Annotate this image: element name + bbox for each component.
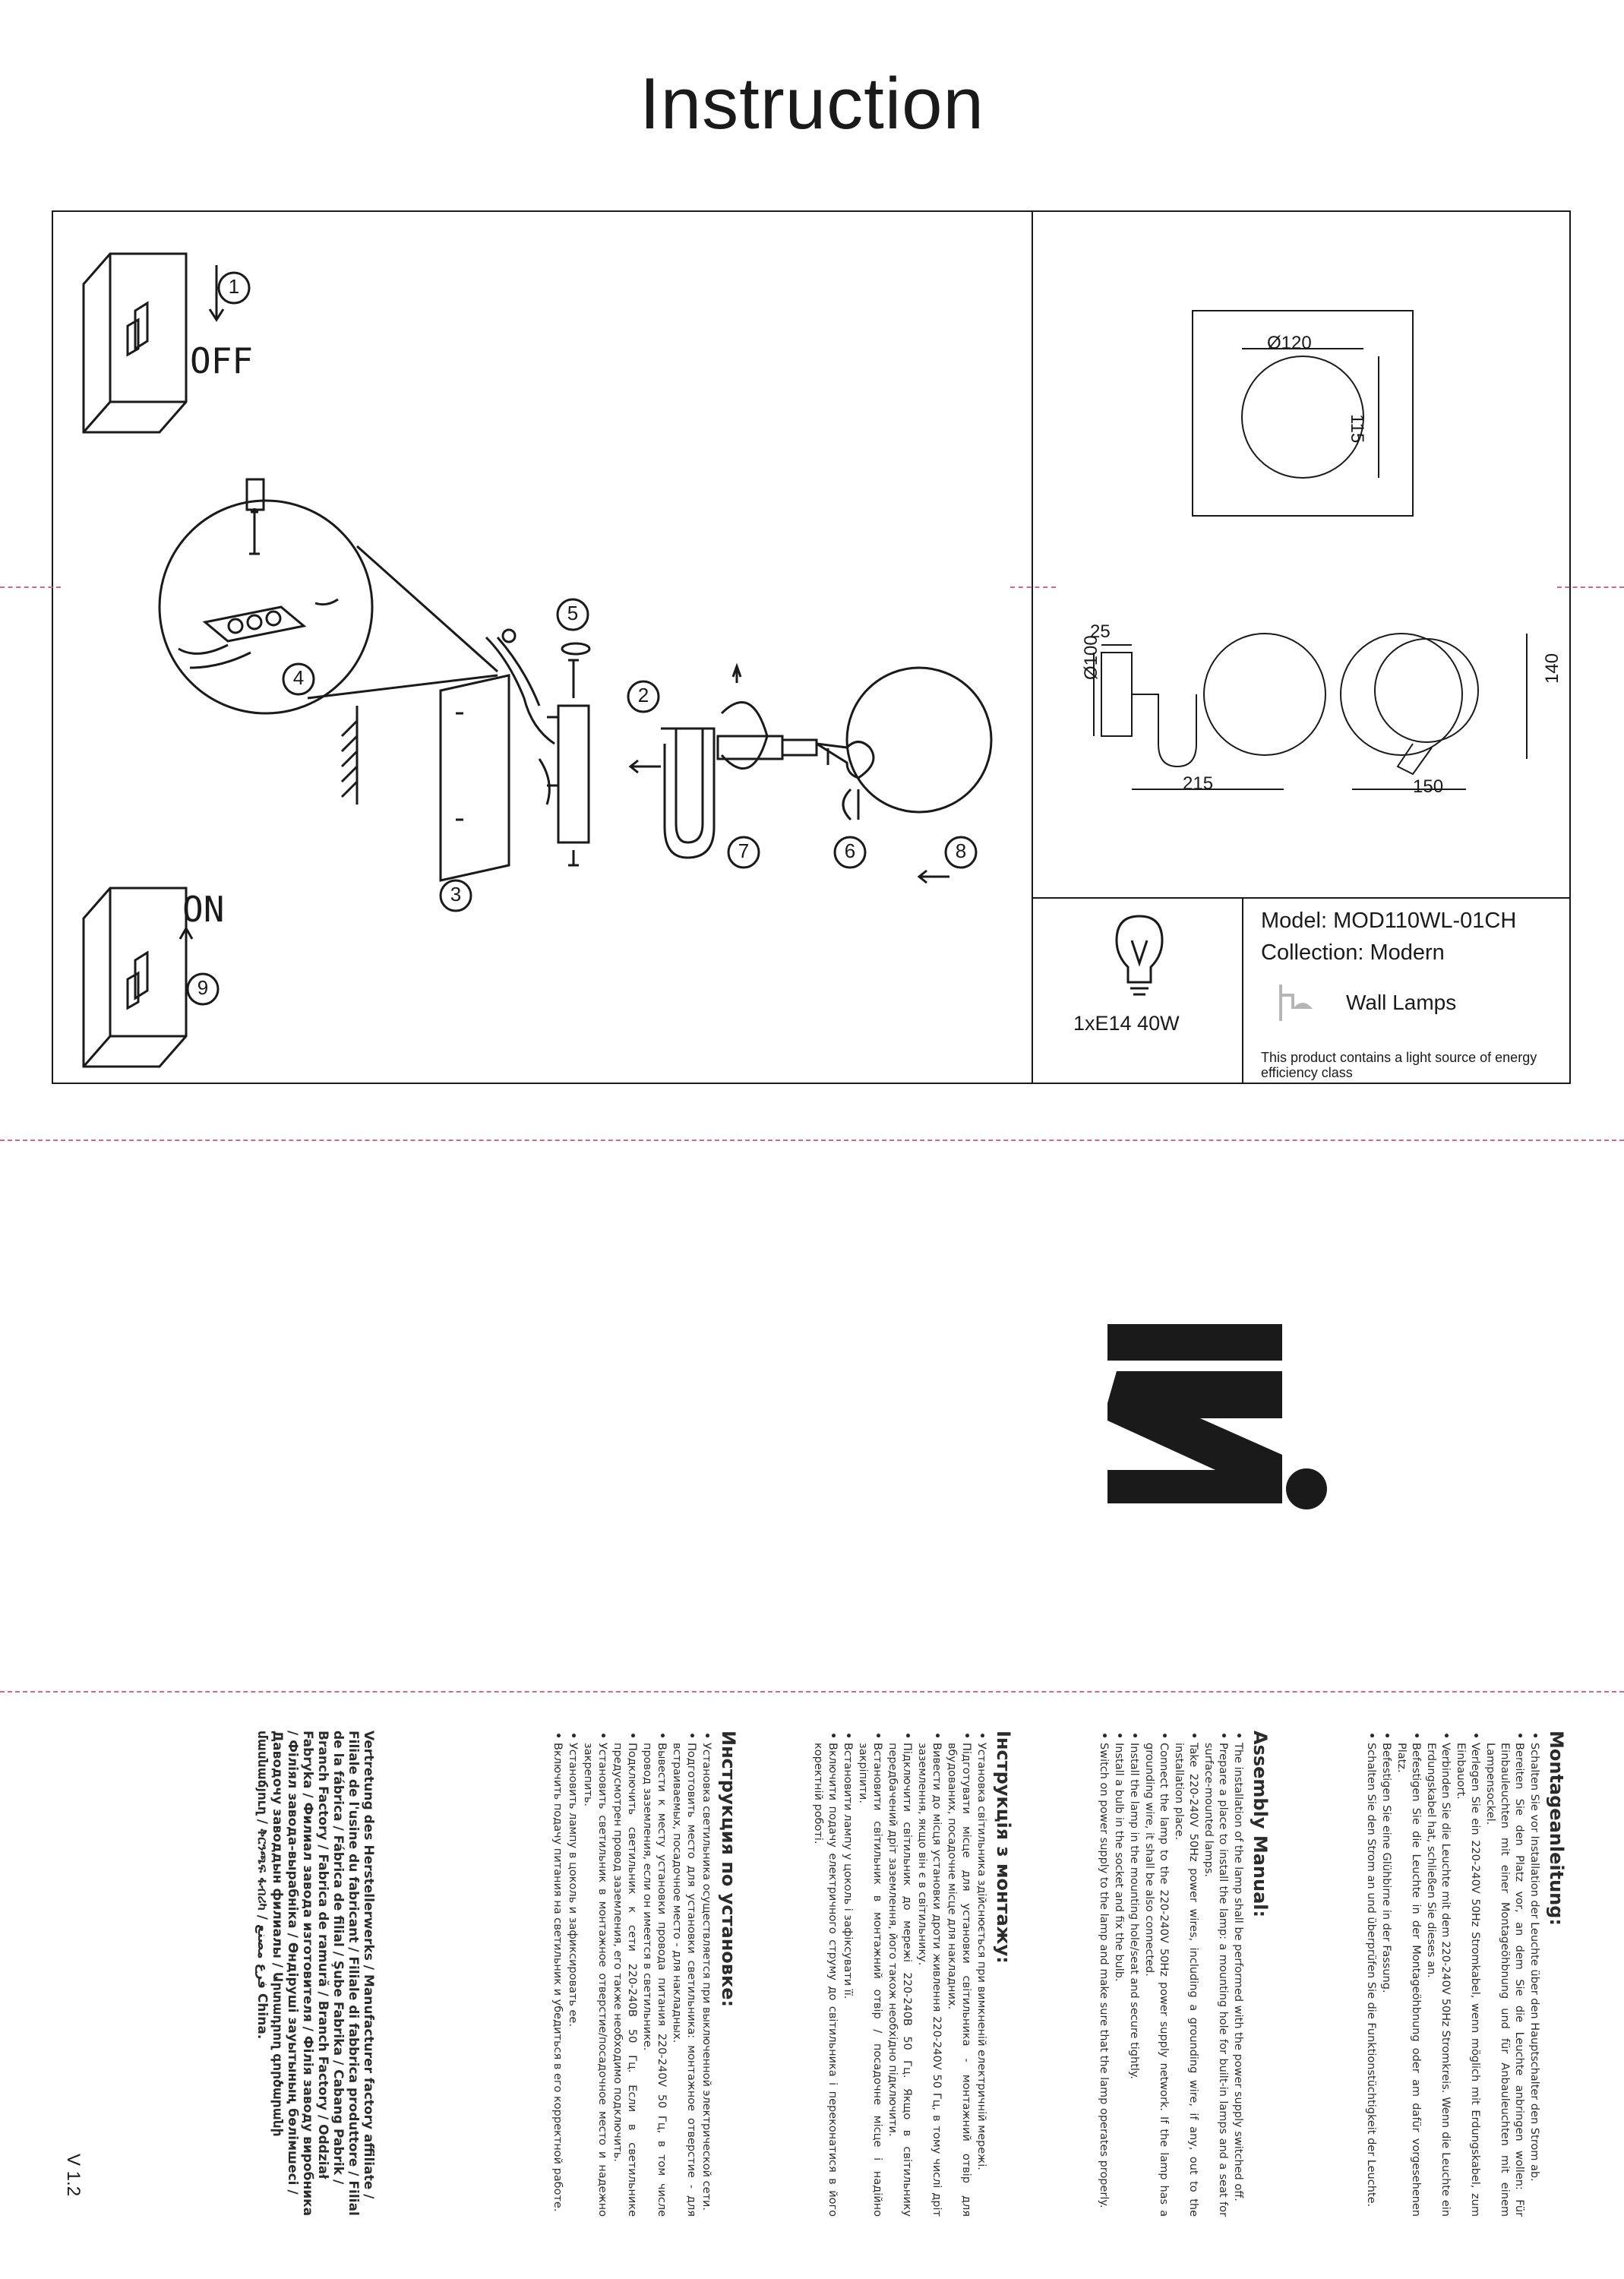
step-3: 3 [450,883,462,906]
bulb-spec: 1xE14 40W [1073,1012,1180,1035]
dimension-total-height: 140 [1542,653,1562,684]
list-item: • Встановити світильник в монтажний отвір / посадочне місце і надійно закріпити. [855,1743,884,2217]
page-title: Instruction [640,63,984,144]
switch-off-label: OFF [190,340,254,381]
list-item: • Подготовить место для установки светильника: монтажное отверстие - для встраиваемых, посадочное место - для накладных. [669,1743,698,2217]
list-item: • Установить светильник в монтажное отверстие/посадочное место и надежно закрепить. [580,1743,609,2217]
step-4: 4 [292,666,305,689]
switch-on-box [84,888,186,1067]
list-item: • Verlegen Sie ein 220-240V 50Hz Stromkabel, wenn möglich mit Erdungskabel, zum Einbauort. [1453,1743,1482,2217]
step-5: 5 [567,602,579,624]
list-item: • Befestigen Sie eine Glühbirne in der Fassung. [1379,1743,1393,2217]
step-2: 2 [637,684,649,706]
list-item: • Switch on power supply to the lamp and make sure that the lamp operates properly. [1096,1743,1111,2217]
bulb-icon [1109,910,1170,1001]
list-item: • Befestigen Sie die Leuchte in der Montageöhbnung oder am dafür vorgesehenen Platz. [1394,1743,1423,2217]
dimension-front-height: 115 [1347,414,1367,444]
cut-line-2 [0,1691,1624,1693]
list-item: • Підключити світильник до мережі 220-240В 50 Гц. Якщо в світильнику передбачений дріт заземлення, його також необхідно підключити. [885,1743,914,2217]
manual-de [1363,1731,1567,2217]
list-item: • Schalten Sie vor Installation der Leuchte über den Hauptschalter den Strom ab. [1527,1743,1541,2217]
list-item: • Установить лампу в цоколь и зафиксировать ее. [565,1743,580,2217]
dimension-base-diameter: Ø100 [1081,635,1101,680]
switch-on-label: ON [182,889,225,930]
list-item: • Подключить светильник к сети 220-240В 50 Гц. Если в светильнике предусмотрен провод заземления, его также необходимо подключить. [610,1743,639,2217]
manual-en [1095,1731,1271,2217]
step-6: 6 [844,839,856,862]
list-item: • Установка світильника здійснюється при вимкненій електричній мережі. [974,1743,988,2217]
brand-logo [1101,1318,1344,1516]
step-1: 1 [228,275,240,298]
wall-lamp-icon [1276,980,1322,1026]
factory-note: Vertretung des Herstellerwerks / Manufacturer factory affiliate / Filiale de l'usine du fabricant / Filiale di fabbrica produttore / Filial de la fábrica / Fábrica de filial / Şube Fabrika / Cabang Pabrik / Branch Factory / Fabrica de ramură / Branch Factory / Oddział Fabryka / Филиал завода изготовителя / Філія заводу виробника / Філіял завода-вырабніка / Өндіруші зауытының бөлімшесі / Даводочу заводдын филиалы / Արտադրող գործարանի մասնաճյուղ / ቅርንጫፍ ፋብሪካ / فرع مصنع China. [254,1731,376,2217]
version-label: V 1.2 [63,2154,84,2197]
list-item: • Prepare a place to install the lamp: a mounting hole for built-in lamps and a seat for surface-mounted lamps. [1201,1743,1230,2217]
manual-uk [810,1731,1014,2217]
dimension-side-depth: 215 [1183,773,1214,794]
model-label: Model: MOD110WL-01CH [1261,909,1517,933]
list-item: • Вивести до місця установки дроти живлення 220-240V 50 Гц, в тому числі дріт заземлення, якщо він є в світильнику. [915,1743,943,2217]
dimension-drawings [1033,212,1569,896]
switch-off-box [84,254,186,432]
collection-label: Collection: Modern [1261,940,1445,965]
dimension-front-width: 150 [1413,776,1444,797]
list-item: • Verbinden Sie die Leuchte mit dem 220-240V 50Hz Stromkreis. Wenn die Leuchte ein Erdungskabel hat, schließen Sie dieses an. [1423,1743,1452,2217]
list-item: • Установка светильника осуществляется при выключенной электрической сети. [699,1743,713,2217]
list-item: • Вывести к месту установки провода питания 220-240V 50 Гц, в том числе провод заземления, если он имеется в светильнике. [640,1743,668,2217]
manual-ru-title: Инструкция по установке: [718,1731,739,2008]
list-item: • Install the lamp in the mounting hole/seat and secure tightly. [1126,1743,1141,2217]
info-divider [1242,897,1243,1084]
list-item: • Install a bulb in the socket and fix the bulb. [1111,1743,1126,2217]
list-item: • Schalten Sie den Strom an und überprüfen Sie die Funktionstüchtigkeit der Leuchte. [1363,1743,1378,2217]
energy-note: This product contains a light source of energy efficiency class [1261,1050,1537,1080]
category-label: Wall Lamps [1346,991,1457,1014]
cut-line-left [0,586,61,588]
list-item: • Включити подачу електричного струму до світильника і переконатися в його коректній роботі. [810,1743,839,2217]
step-9: 9 [197,976,209,999]
list-item: • Bereiten Sie den Platz vor, an dem Sie die Leuchte anbringen wollen: Für Einbauleuchten mit einer Montageöhbnung und für Anbauleuchten mit einem Lampensockel. [1483,1743,1526,2217]
list-item: • Connect the lamp to the 220-240V 50Hz power supply network. If the lamp has a grounding wire, it shall be also connected. [1142,1743,1171,2217]
step-7: 7 [738,839,750,862]
dimension-base-depth: 25 [1090,621,1111,642]
list-item: • Включить подачу питания на светильник и убедиться в его корректной работе. [550,1743,564,2217]
list-item: • The installation of the lamp shall be performed with the power supply switched off. [1231,1743,1245,2217]
manual-uk-title: Інструкція з монтажу: [993,1731,1014,1964]
list-item: • Встановити лампу у цоколь і зафіксувати її. [840,1743,855,2217]
manual-en-title: Assembly Manual: [1250,1731,1271,1918]
list-item: • Take 220-240V 50Hz power wires, including a grounding wire, if any, out to the installation place. [1171,1743,1200,2217]
step-8: 8 [955,839,967,862]
list-item: • Підготувати місце для установки світильника - монтажний отвір для вбудованих, посадочне місце для накладних. [944,1743,973,2217]
cut-line-1 [0,1140,1624,1141]
manual-ru [549,1731,739,2217]
dimension-front-diameter: Ø120 [1267,333,1312,353]
manual-de-title: Montageanleitung: [1546,1731,1567,1927]
frame-divider-horizontal [1032,897,1571,899]
